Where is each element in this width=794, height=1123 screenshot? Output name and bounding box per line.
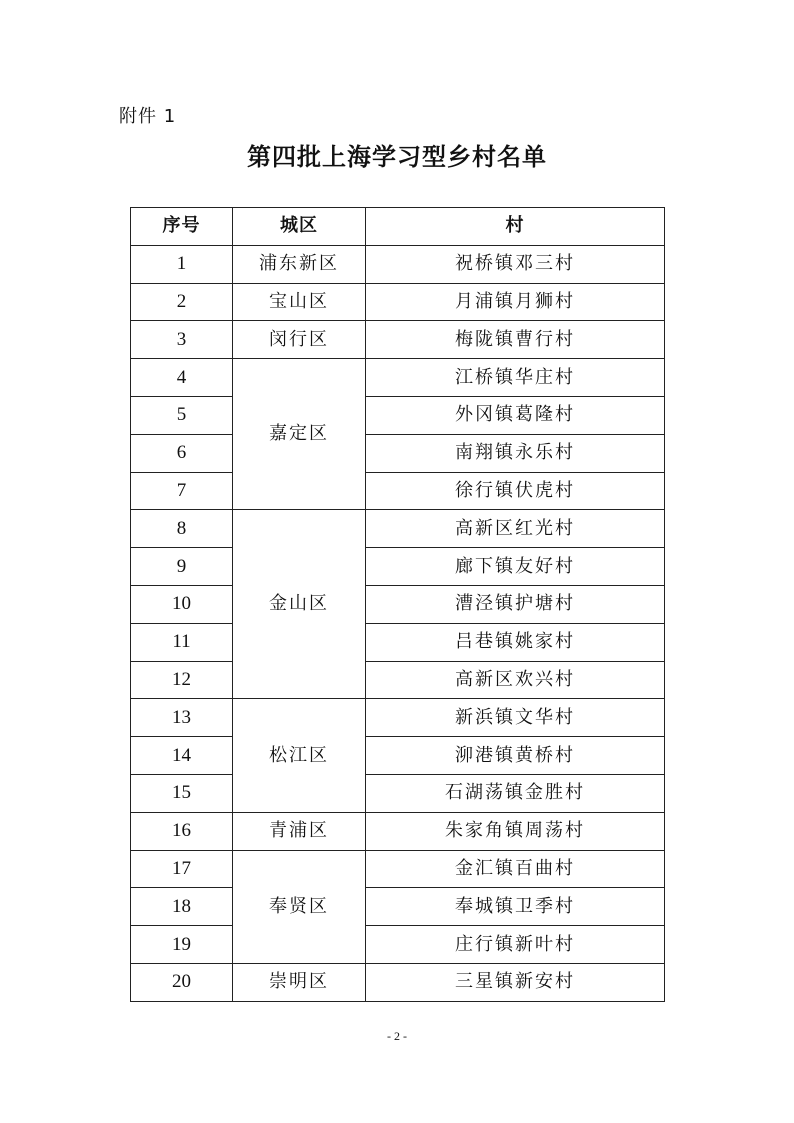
table-row	[131, 812, 665, 850]
village-cell: 外冈镇葛隆村	[366, 396, 665, 434]
table-row	[131, 396, 665, 434]
serial-number: 15	[131, 774, 233, 812]
village-cell: 泖港镇黄桥村	[366, 737, 665, 775]
village-cell: 梅陇镇曹行村	[366, 321, 665, 359]
serial-number: 1	[131, 245, 233, 283]
table-row	[131, 283, 665, 321]
serial-number: 16	[131, 812, 233, 850]
village-cell: 南翔镇永乐村	[366, 434, 665, 472]
table-row	[131, 548, 665, 586]
district-cell: 金山区	[233, 510, 366, 699]
table-row	[131, 926, 665, 964]
district-cell: 浦东新区	[233, 245, 366, 283]
table-row	[131, 434, 665, 472]
serial-number: 2	[131, 283, 233, 321]
district-cell: 青浦区	[233, 812, 366, 850]
district-cell: 松江区	[233, 699, 366, 812]
table-row	[131, 510, 665, 548]
serial-number: 11	[131, 623, 233, 661]
header-serial-number: 序号	[131, 208, 233, 246]
serial-number: 14	[131, 737, 233, 775]
table-row	[131, 699, 665, 737]
serial-number: 10	[131, 585, 233, 623]
table-row	[131, 321, 665, 359]
serial-number: 6	[131, 434, 233, 472]
village-cell: 石湖荡镇金胜村	[366, 774, 665, 812]
village-cell: 三星镇新安村	[366, 963, 665, 1001]
serial-number: 13	[131, 699, 233, 737]
district-cell: 崇明区	[233, 963, 366, 1001]
district-cell: 闵行区	[233, 321, 366, 359]
village-cell: 江桥镇华庄村	[366, 359, 665, 397]
village-cell: 廊下镇友好村	[366, 548, 665, 586]
table-row	[131, 623, 665, 661]
table-row	[131, 585, 665, 623]
serial-number: 18	[131, 888, 233, 926]
village-cell: 庄行镇新叶村	[366, 926, 665, 964]
table-row	[131, 963, 665, 1001]
table-row	[131, 359, 665, 397]
district-cell: 宝山区	[233, 283, 366, 321]
table-row	[131, 737, 665, 775]
serial-number: 7	[131, 472, 233, 510]
village-list-table	[130, 207, 665, 1002]
header-village: 村	[366, 208, 665, 246]
table-row	[131, 661, 665, 699]
header-district: 城区	[233, 208, 366, 246]
serial-number: 17	[131, 850, 233, 888]
serial-number: 4	[131, 359, 233, 397]
district-cell: 奉贤区	[233, 850, 366, 963]
attachment-label: 附件 1	[119, 106, 177, 127]
table-row	[131, 850, 665, 888]
table-row	[131, 888, 665, 926]
serial-number: 9	[131, 548, 233, 586]
document-title: 第四批上海学习型乡村名单	[247, 142, 547, 171]
page-number: - 2 -	[387, 1029, 407, 1043]
village-cell: 高新区红光村	[366, 510, 665, 548]
serial-number: 12	[131, 661, 233, 699]
table-row	[131, 245, 665, 283]
village-cell: 祝桥镇邓三村	[366, 245, 665, 283]
village-cell: 吕巷镇姚家村	[366, 623, 665, 661]
table-row	[131, 774, 665, 812]
district-cell: 嘉定区	[233, 359, 366, 510]
village-cell: 高新区欢兴村	[366, 661, 665, 699]
serial-number: 3	[131, 321, 233, 359]
table-header-row	[131, 208, 665, 246]
village-cell: 月浦镇月狮村	[366, 283, 665, 321]
village-cell: 金汇镇百曲村	[366, 850, 665, 888]
table-row	[131, 472, 665, 510]
serial-number: 8	[131, 510, 233, 548]
village-cell: 漕泾镇护塘村	[366, 585, 665, 623]
village-cell: 新浜镇文华村	[366, 699, 665, 737]
serial-number: 20	[131, 963, 233, 1001]
serial-number: 5	[131, 396, 233, 434]
village-cell: 奉城镇卫季村	[366, 888, 665, 926]
village-cell: 徐行镇伏虎村	[366, 472, 665, 510]
serial-number: 19	[131, 926, 233, 964]
village-cell: 朱家角镇周荡村	[366, 812, 665, 850]
